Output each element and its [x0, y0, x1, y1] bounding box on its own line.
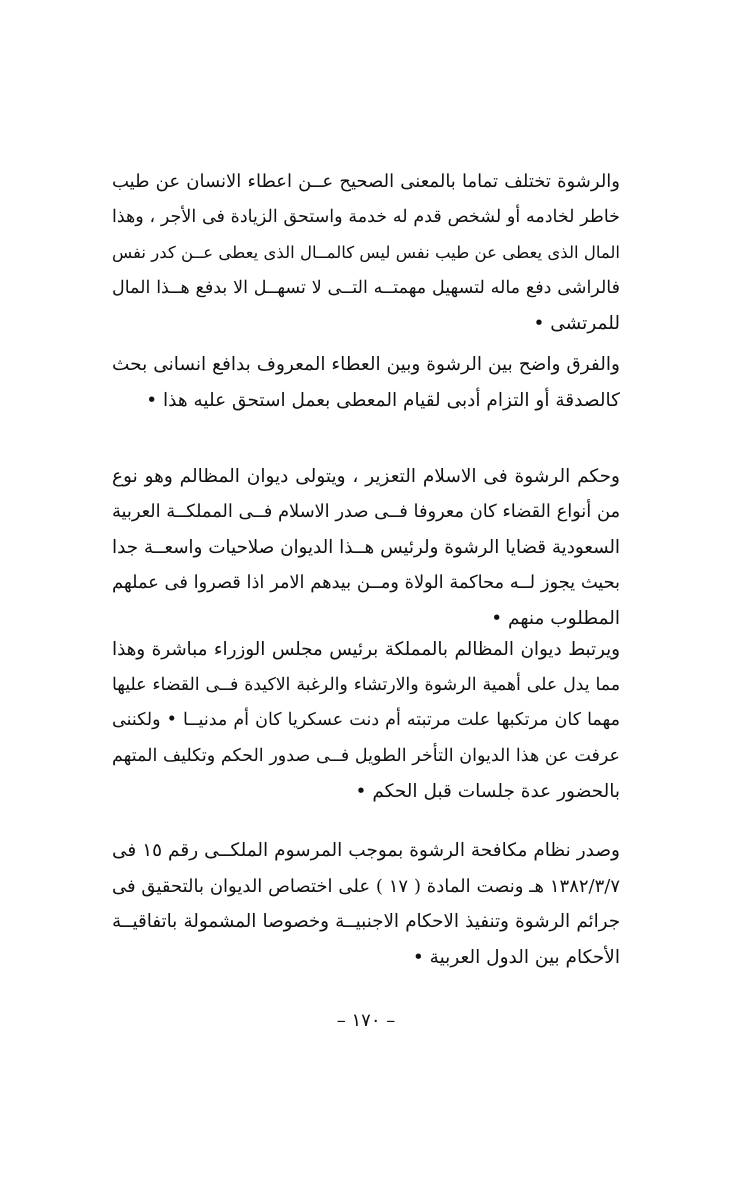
paragraph-line: جرائم الرشوة وتنفيذ الاحكام الاجنبيــة وخصوصا المشمولة باتفاقيــة	[112, 911, 620, 932]
paragraph-line: السعودية قضايا الرشوة ولرئيس هــذا الديوان صلاحيات واسعــة جدا	[112, 537, 620, 558]
page-number: – ١٧٠ –	[336, 1010, 396, 1031]
paragraph-line: ويرتبط ديوان المظالم بالمملكة برئيس مجلس الوزراء مباشرة وهذا	[112, 639, 620, 660]
paragraph-line: المال الذى يعطى عن طيب نفس ليس كالمــال الذى يعطى عــن كدر نفس	[112, 243, 620, 262]
paragraph-line: كالصدقة أو التزام أدبى لقيام المعطى بعمل استحق عليه هذا •	[146, 389, 620, 411]
paragraph-line: وحكم الرشوة فى الاسلام التعزير ، ويتولى ديوان المظالم وهو نوع	[112, 466, 620, 487]
paragraph-line: فالراشى دفع ماله لتسهيل مهمتــه التــى لا تسهــل الا بدفع هــذا المال	[112, 277, 620, 298]
paragraph-line: الأحكام بين الدول العربية •	[412, 946, 620, 968]
paragraph-line: مما يدل على أهمية الرشوة والارتشاء والرغبة الاكيدة فــى القضاء عليها	[112, 674, 620, 695]
paragraph-line: بحيث يجوز لــه محاكمة الولاة ومــن بيدهم الامر اذا قصروا فى عملهم	[112, 572, 620, 593]
paragraph-line: خاطر لخادمه أو لشخص قدم له خدمة واستحق الزيادة فى الأجر ، وهذا	[112, 206, 620, 227]
paragraph-grievances-board	[112, 632, 620, 810]
paragraph-line: عرفت عن هذا الديوان التأخر الطويل فــى صدور الحكم وتكليف المتهم	[112, 745, 620, 766]
paragraph-line: والفرق واضح بين الرشوة وبين العطاء المعروف بدافع انسانى بحث	[112, 354, 620, 375]
paragraph-line: والرشوة تختلف تماما بالمعنى الصحيح عــن اعطاء الانسان عن طيب	[112, 171, 621, 192]
paragraph-anti-bribery-law	[112, 833, 620, 975]
paragraph-line: مهما كان مرتكبها علت مرتبته أم دنت عسكريا كان أم مدنيــا • ولكننى	[112, 710, 620, 730]
paragraph-line: المطلوب منهم •	[491, 608, 620, 629]
paragraph-islamic-ruling	[112, 459, 620, 637]
paragraph-line: ١٣٨٢/٣/٧ هـ ونصت المادة ( ١٧ ) على اختصاص الديوان بالتحقيق فى	[112, 875, 620, 897]
paragraph-line: بالحضور عدة جلسات قبل الحكم •	[355, 781, 620, 802]
paragraph-bribery-vs-gift	[112, 347, 620, 418]
paragraph-line: وصدر نظام مكافحة الرشوة بموجب المرسوم الملكــى رقم ١٥ فى	[112, 840, 620, 861]
paragraph-line: من أنواع القضاء كان معروفا فــى صدر الاسلام فــى المملكــة العربية	[112, 501, 620, 522]
paragraph-bribery-definition	[112, 164, 620, 342]
paragraph-line: للمرتشى •	[533, 313, 620, 334]
